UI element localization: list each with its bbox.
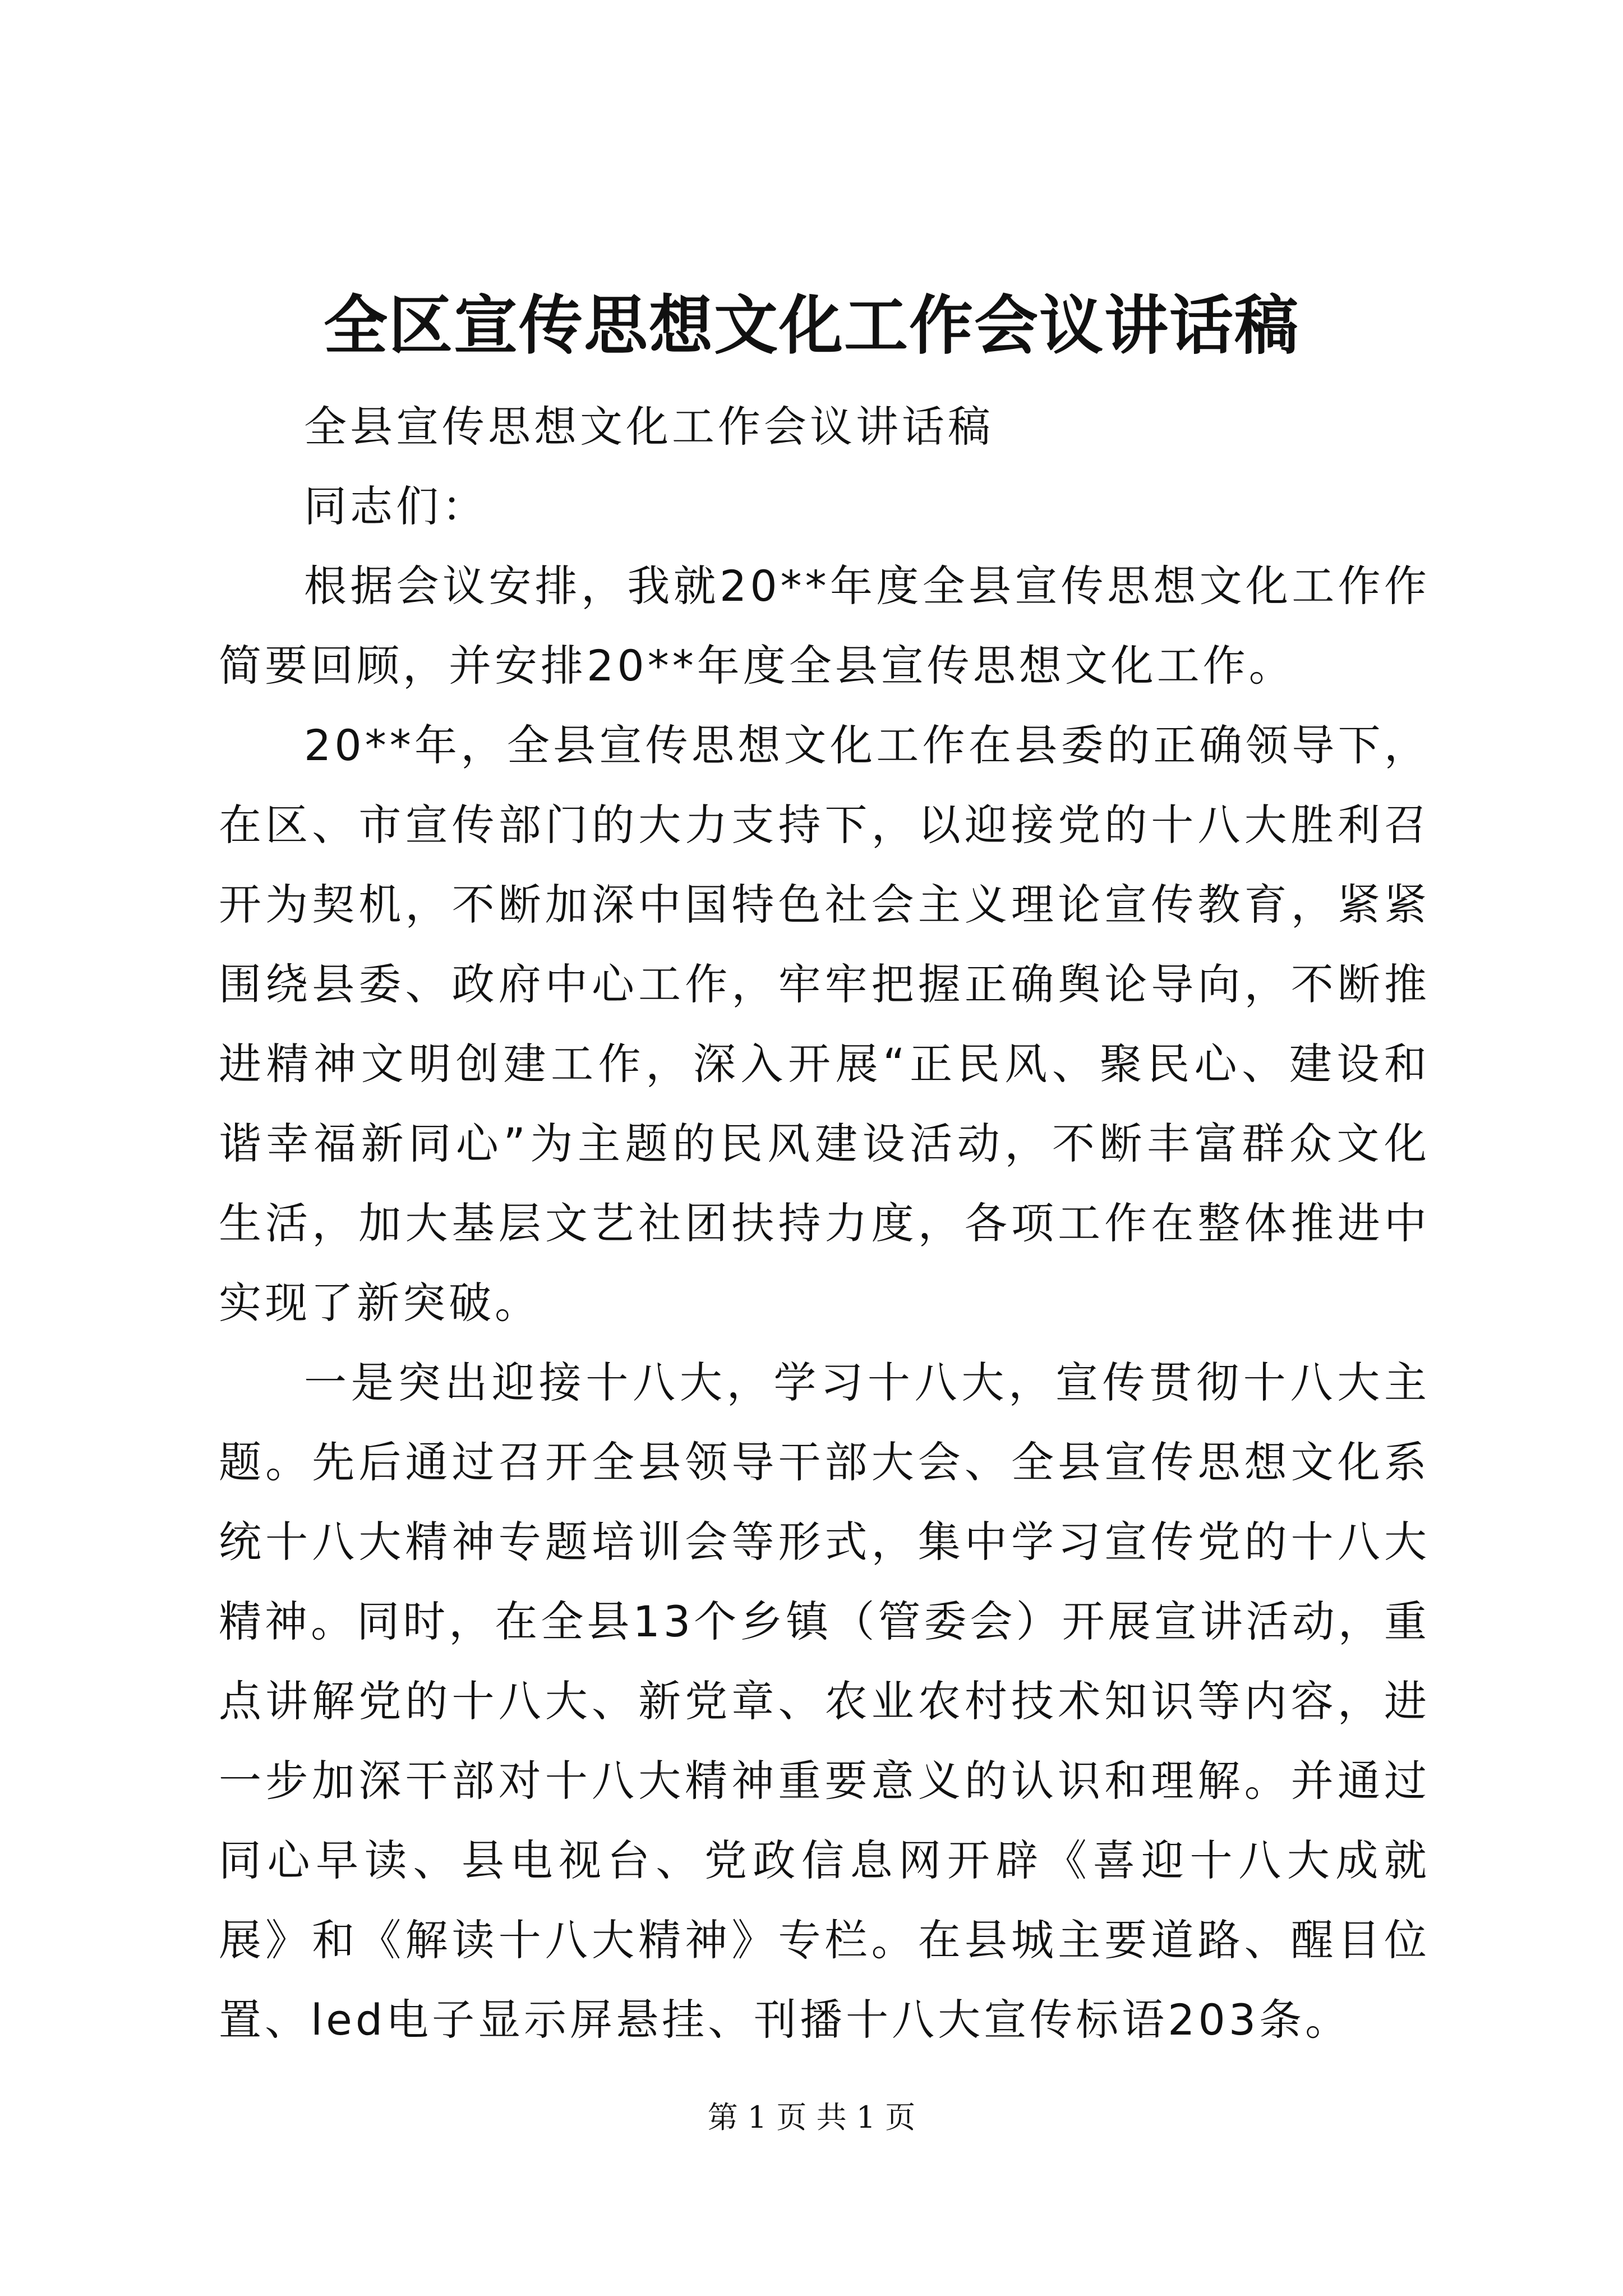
intro-paragraph: 根据会议安排，我就20**年度全县宣传思想文化工作作简要回顾，并安排20**年度全县宣传思想文化工作。 [219,561,1430,691]
summary-paragraph: 20**年，全县宣传思想文化工作在县委的正确领导下，在区、市宣传部门的大力支持下，以迎接党的十八大胜利召开为契机，不断加深中国特色社会主义理论宣传教育，紧紧围绕县委、政府中心工作，牢牢把握正确舆论导向，不断推进精神文明创建工作，深入开展“正民风、聚民心、建设和谐幸福新同心”为主题的民风建设活动，不断丰富群众文化生活，加大基层文艺社团扶持力度，各项工作在整体推进中实现了新突破。 [219,720,1430,1328]
salutation-paragraph: 同志们： [304,481,488,531]
document-title: 全区宣传思想文化工作会议讲话稿 [323,288,1299,363]
point-one-paragraph: 一是突出迎接十八大，学习十八大，宣传贯彻十八大主题。先后通过召开全县领导干部大会、全县宣传思想文化系统十八大精神专题培训会等形式，集中学习宣传党的十八大精神。同时，在全县13个乡镇（管委会）开展宣讲活动，重点讲解党的十八大、新党章、农业农村技术知识等内容，进一步加深干部对十八大精神重要意义的认识和理解。并通过同心早读、县电视台、党政信息网开辟《喜迎十八大成就展》和《解读十八大精神》专栏。在县城主要道路、醒目位置、led电子显示屏悬挂、刊播十八大宣传标语203条。 [219,1358,1430,2045]
page-footer: 第 1 页 共 1 页 [707,2100,916,2135]
document-body [219,387,1430,2060]
subtitle-paragraph: 全县宣传思想文化工作会议讲话稿 [304,402,994,452]
